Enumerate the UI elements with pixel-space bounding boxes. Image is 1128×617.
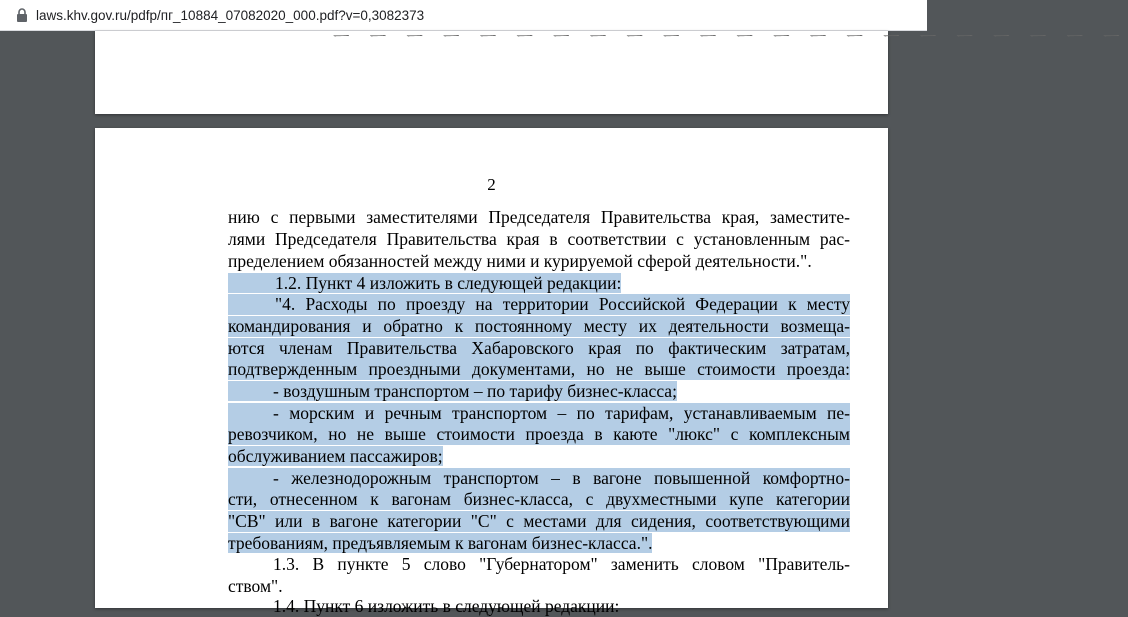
highlighted-text: 1.2. Пункт 4 изложить в следующей редакции: (228, 273, 621, 293)
text-line: нию с первыми заместителями Председателя Правительства края, заместите- (228, 207, 850, 227)
text-line: пределением обязанностей между ними и курируемой сферой деятельности.". (228, 251, 812, 271)
highlighted-line: ются членам Правительства Хабаровского края по фактическим затратам, (228, 338, 850, 358)
highlighted-line: командирования и обратно к постоянному месту их деятельности возмеща- (228, 316, 850, 336)
lock-icon[interactable] (12, 5, 32, 25)
text-line (228, 446, 850, 467)
highlighted-line: - железнодорожным транспортом – в вагоне повышенной комфортно- (228, 468, 850, 489)
highlighted-line: сти, отнесенном к вагонам бизнес-класса, с двухместными купе категории (228, 489, 850, 509)
text-line: 1.4. Пункт 6 изложить в следующей редакции: (273, 596, 620, 616)
pdf-page-1 (95, 27, 1128, 114)
text-line (228, 533, 850, 554)
page-1-cut-text: ᅳ ᅳ ᅳ ᅳ ᅳ ᅳ ᅳ ᅳ ᅳ ᅳ ᅳ ᅳ ᅳ ᅳ ᅳ ᅳ ᅳ ᅳ ᅳ ᅳ ᅳ ᅳ (333, 27, 1128, 46)
highlighted-text: требованиям, предъявляемым к вагонам бизнес-класса.". (228, 533, 653, 553)
text-line: ством". (228, 576, 283, 596)
highlighted-text: - воздушным транспортом – по тарифу бизнес-класса; (228, 381, 677, 401)
text-line: 1.3. В пункте 5 слово "Губернатором" заменить словом "Правитель- (273, 554, 850, 574)
highlighted-line: ревозчиком, но не выше стоимости проезда в каюте "люкс" с комплексным (228, 424, 850, 444)
url-text[interactable]: laws.khv.gov.ru/pdfp/пг_10884_07082020_000.pdf?v=0,3082373 (36, 7, 425, 23)
highlighted-line: - морским и речным транспортом – по тарифам, устанавливаемым пе- (228, 403, 850, 424)
highlighted-text: обслуживанием пассажиров; (228, 446, 443, 466)
page-number: 2 (487, 175, 496, 194)
highlighted-line: "СВ" или в вагоне категории "С" с местами для сидения, соответствующими (228, 511, 850, 531)
text-line (228, 273, 850, 294)
highlighted-line: подтвержденным проездными документами, но не выше стоимости проезда: (228, 359, 850, 379)
highlighted-line: "4. Расходы по проезду на территории Российской Федерации к месту (228, 294, 850, 315)
text-line (228, 381, 850, 402)
pdf-page-2 (95, 128, 888, 616)
text-line: лями Председателя Правительства края в соответствии с установленным рас- (228, 229, 850, 249)
